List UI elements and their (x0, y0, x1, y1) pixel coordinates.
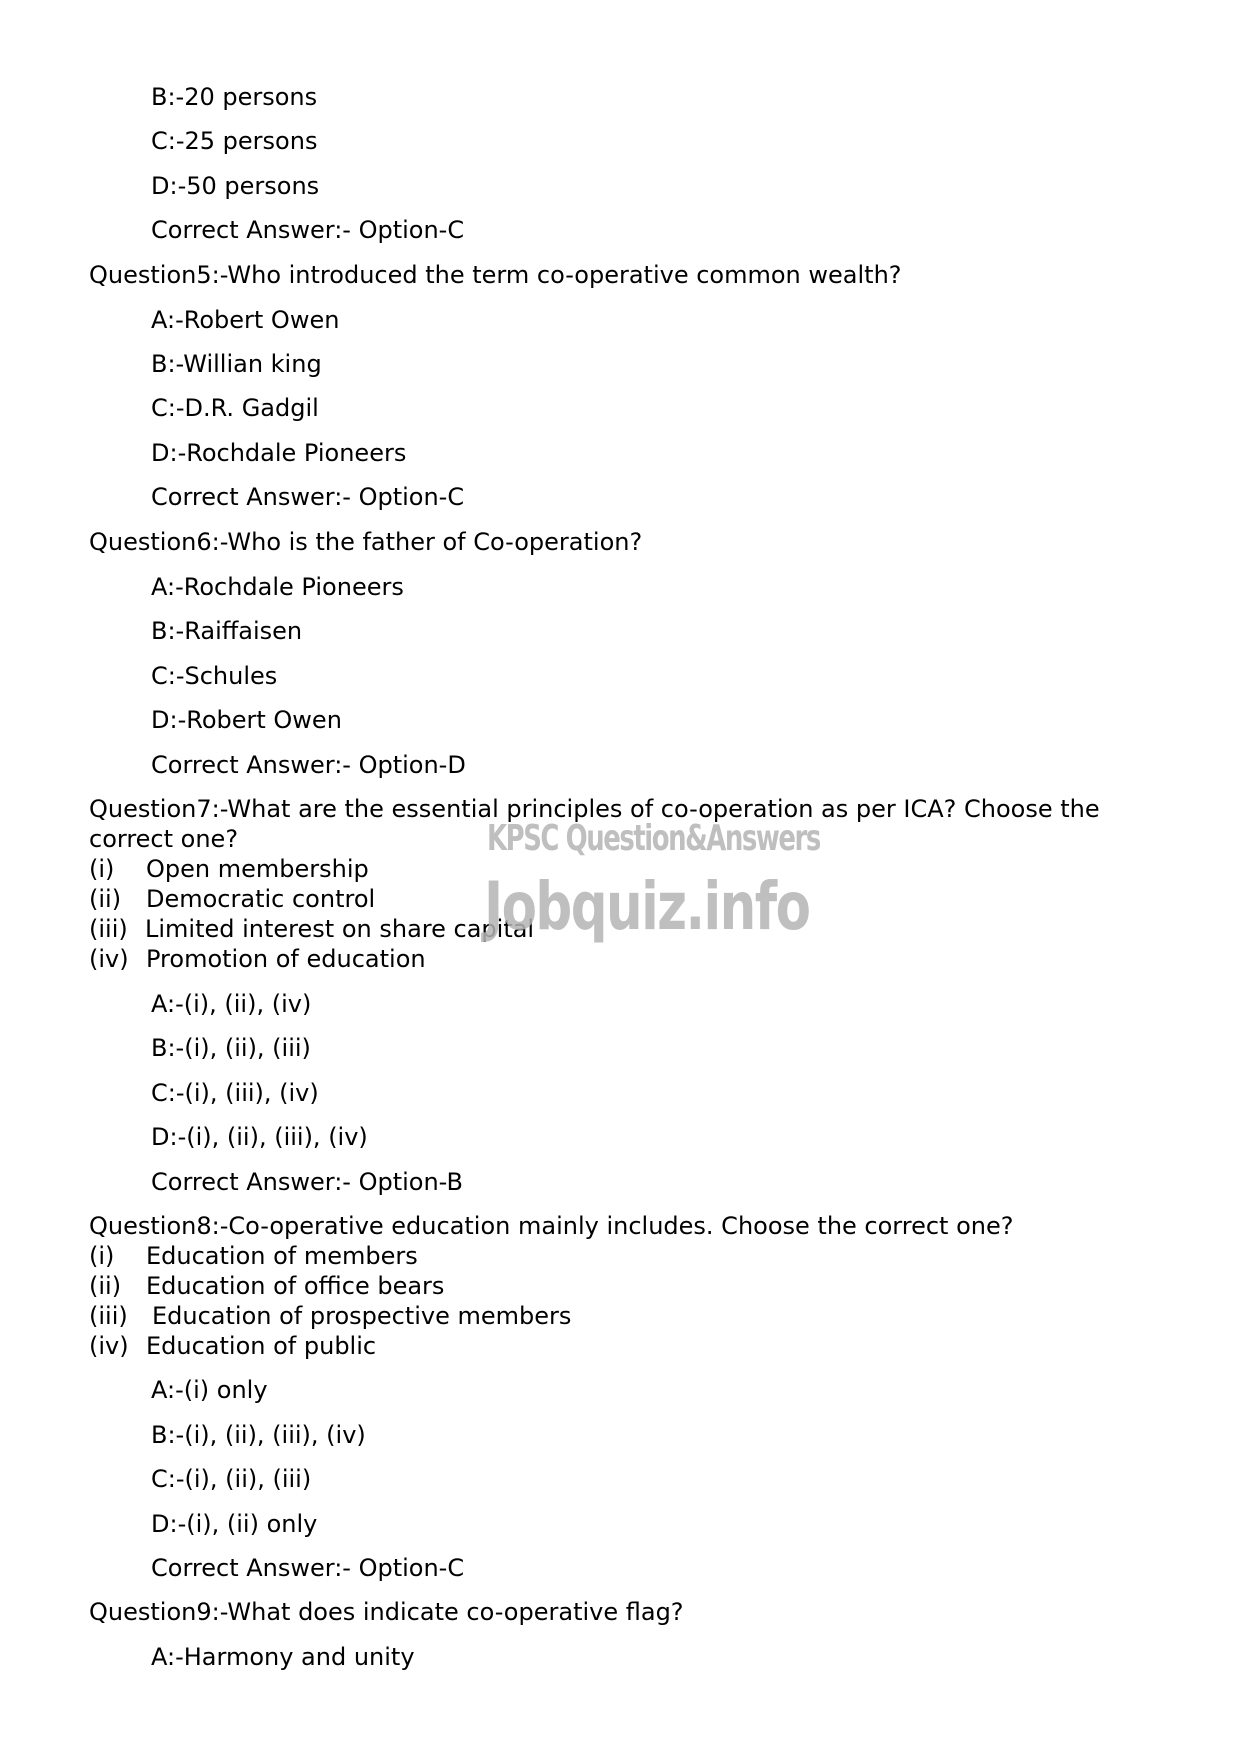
q8-option-a: A:-(i) only (151, 1376, 268, 1404)
q6-option-b: B:-Raiffaisen (151, 617, 303, 645)
q4-option-b: B:-20 persons (151, 83, 318, 111)
q5-option-c: C:-D.R. Gadgil (151, 394, 319, 422)
q9-question: Question9:-What does indicate co-operative flag? (89, 1598, 684, 1626)
item-text: Education of office bears (146, 1272, 445, 1300)
q5-question: Question5:-Who introduced the term co-operative common wealth? (89, 261, 902, 289)
watermark-line-2: Jobquiz.info (484, 868, 810, 945)
q7-option-b: B:-(i), (ii), (iii) (151, 1034, 311, 1062)
q7-option-d: D:-(i), (ii), (iii), (iv) (151, 1123, 368, 1151)
item-number: (ii) (89, 1272, 122, 1300)
item-number: (iii) (89, 915, 128, 943)
item-number: (iv) (89, 1332, 129, 1360)
item-text: Education of members (146, 1242, 418, 1270)
item-text: Promotion of education (146, 945, 426, 973)
q8-correct-answer: Correct Answer:- Option-C (151, 1554, 465, 1582)
item-text: Education of public (146, 1332, 377, 1360)
item-number: (ii) (89, 885, 122, 913)
item-number: (iv) (89, 945, 129, 973)
item-number: (i) (89, 1242, 115, 1270)
item-text: Open membership (146, 855, 369, 883)
q7-question: Question7:-What are the essential principles of co-operation as per ICA? Choose the correct one? (89, 795, 1100, 853)
q5-correct-answer: Correct Answer:- Option-C (151, 483, 465, 511)
q8-question: Question8:-Co-operative education mainly includes. Choose the correct one? (89, 1212, 1014, 1240)
q4-correct-answer: Correct Answer:- Option-C (151, 216, 465, 244)
item-text: Limited interest on share capital (145, 915, 535, 943)
q6-option-c: C:-Schules (151, 662, 278, 690)
watermark-line-1: KPSC Question&Answers (487, 818, 820, 859)
q6-question: Question6:-Who is the father of Co-operation? (89, 528, 643, 556)
q6-option-d: D:-Robert Owen (151, 706, 342, 734)
q5-option-b: B:-Willian king (151, 350, 322, 378)
q6-correct-answer: Correct Answer:- Option-D (151, 751, 466, 779)
q7-correct-answer: Correct Answer:- Option-B (151, 1168, 463, 1196)
item-text: Democratic control (146, 885, 376, 913)
q8-option-c: C:-(i), (ii), (iii) (151, 1465, 312, 1493)
q8-option-d: D:-(i), (ii) only (151, 1510, 318, 1538)
q6-option-a: A:-Rochdale Pioneers (151, 573, 404, 601)
q5-option-d: D:-Rochdale Pioneers (151, 439, 407, 467)
q9-option-a: A:-Harmony and unity (151, 1643, 415, 1671)
q7-option-c: C:-(i), (iii), (iv) (151, 1079, 319, 1107)
q4-option-c: C:-25 persons (151, 127, 318, 155)
item-number: (iii) (89, 1302, 128, 1330)
q8-option-b: B:-(i), (ii), (iii), (iv) (151, 1421, 366, 1449)
item-number: (i) (89, 855, 115, 883)
q4-option-d: D:-50 persons (151, 172, 320, 200)
item-text: Education of prospective members (152, 1302, 572, 1330)
q5-option-a: A:-Robert Owen (151, 306, 340, 334)
q7-option-a: A:-(i), (ii), (iv) (151, 990, 312, 1018)
